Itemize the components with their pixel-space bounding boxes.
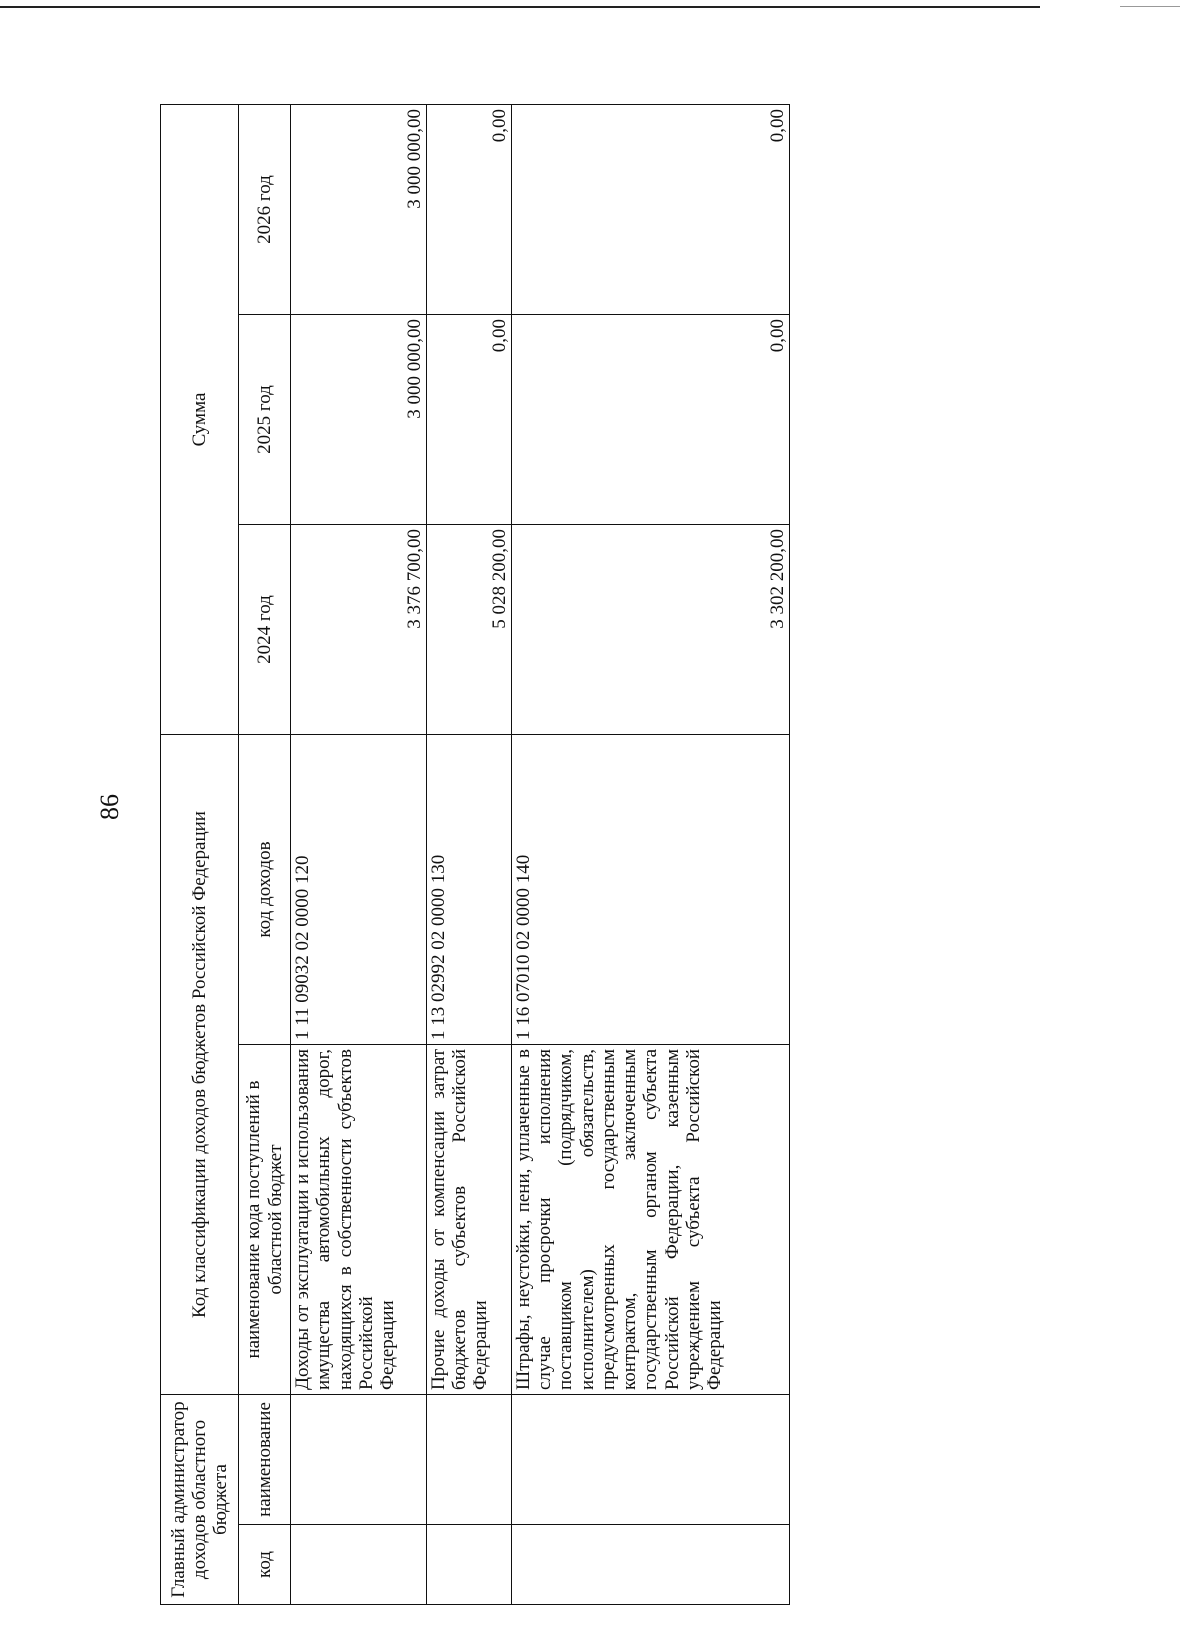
page-number: 86: [95, 794, 124, 820]
income-table: [160, 104, 790, 1605]
cell-admin-code: [511, 1525, 789, 1605]
header-income-code: код доходов: [239, 735, 291, 1045]
cell-admin-name: [511, 1395, 789, 1525]
cell-sum-2025: 3 000 000,00: [291, 315, 427, 525]
header-admin-code: код: [239, 1525, 291, 1605]
cell-sum-2024: 3 376 700,00: [291, 525, 427, 735]
scan-edge-line: [0, 6, 1040, 8]
cell-admin-code: [426, 1525, 511, 1605]
cell-sum-2025: 0,00: [426, 315, 511, 525]
cell-admin-name: [426, 1395, 511, 1525]
scan-edge-mark: [1120, 6, 1180, 7]
cell-sum-2025: 0,00: [511, 315, 789, 525]
cell-sum-2026: 3 000 000,00: [291, 105, 427, 315]
header-income-name: наименование кода поступлений в областной бюджет: [239, 1045, 291, 1395]
cell-income-code: 1 11 09032 02 0000 120: [291, 735, 427, 1045]
table-row: [511, 105, 789, 1605]
document-table-rotated: [160, 105, 790, 1605]
cell-income-code: 1 16 07010 02 0000 140: [511, 735, 789, 1045]
header-year-2024: 2024 год: [239, 525, 291, 735]
table-row: [426, 105, 511, 1605]
header-year-2025: 2025 год: [239, 315, 291, 525]
cell-sum-2024: 5 028 200,00: [426, 525, 511, 735]
cell-income-name: Доходы от эксплуатации и использования имущества автомобильных дорог, находящихся в собственности субъектов Российской Федерации: [291, 1045, 427, 1395]
cell-sum-2024: 3 302 200,00: [511, 525, 789, 735]
header-year-2026: 2026 год: [239, 105, 291, 315]
header-classification-group: Код классификации доходов бюджетов Российской Федерации: [161, 735, 239, 1395]
table-row: [291, 105, 427, 1605]
cell-income-code: 1 13 02992 02 0000 130: [426, 735, 511, 1045]
cell-sum-2026: 0,00: [426, 105, 511, 315]
cell-income-name: Прочие доходы от компенсации затрат бюджетов субъектов Российской Федерации: [426, 1045, 511, 1395]
cell-admin-code: [291, 1525, 427, 1605]
cell-income-name: Штрафы, неустойки, пени, уплаченные в случае просрочки исполнения поставщиком (подрядчиком, исполнителем) обязательств, предусмотренных государственным контрактом, заключенным государственным органом субъекта Российской Федерации, казенным учреждением субъекта Российской Федерации: [511, 1045, 789, 1395]
cell-sum-2026: 0,00: [511, 105, 789, 315]
header-sum-group: Сумма: [161, 105, 239, 735]
header-admin-name: наименование: [239, 1395, 291, 1525]
header-admin-group: Главный администратор доходов областного бюджета: [161, 1395, 239, 1605]
cell-admin-name: [291, 1395, 427, 1525]
